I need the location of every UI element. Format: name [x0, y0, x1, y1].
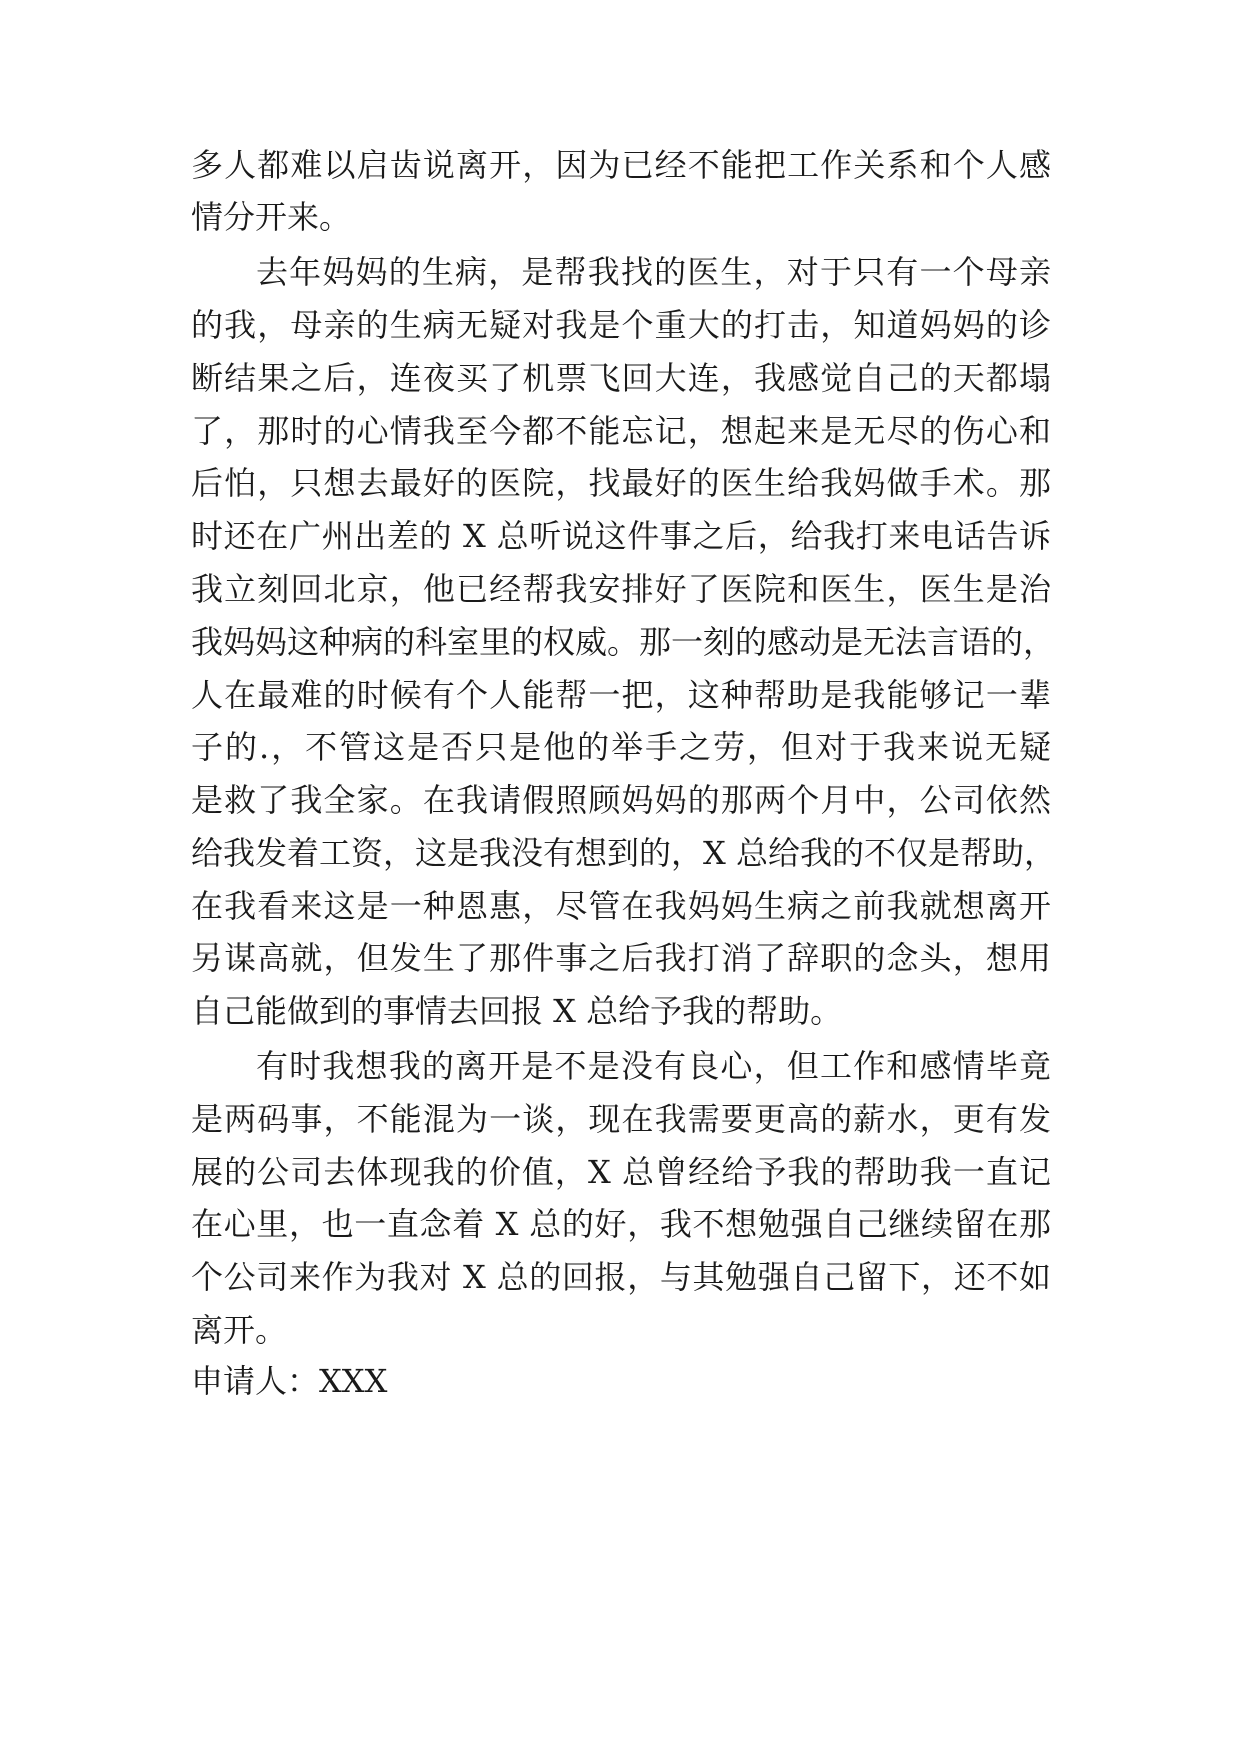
text-line: 在我看来这是一种恩惠，尽管在我妈妈生病之前我就想离开: [191, 887, 1051, 925]
text-line: 子的.，不管这是否只是他的举手之劳，但对于我来说无疑: [191, 728, 1051, 766]
text-line: 离开。: [191, 1311, 288, 1349]
paragraph-start-line: 有时我想我的离开是不是没有良心，但工作和感情毕竟: [256, 1047, 1051, 1085]
text-line: 个公司来作为我对 X 总的回报，与其勉强自己留下，还不如: [191, 1258, 1051, 1296]
text-line: 的我，母亲的生病无疑对我是个重大的打击，知道妈妈的诊: [191, 306, 1051, 344]
applicant-signature-line: 申请人：XXX: [191, 1362, 388, 1400]
text-line: 给我发着工资，这是我没有想到的，X 总给我的不仅是帮助，: [191, 834, 1056, 872]
text-line: 了，那时的心情我至今都不能忘记，想起来是无尽的伤心和: [191, 412, 1051, 450]
text-line: 展的公司去体现我的价值，X 总曾经给予我的帮助我一直记: [191, 1153, 1051, 1191]
text-line: 多人都难以启齿说离开，因为已经不能把工作关系和个人感: [191, 146, 1051, 184]
text-line: 自己能做到的事情去回报 X 总给予我的帮助。: [191, 992, 843, 1030]
text-line: 我立刻回北京，他已经帮我安排好了医院和医生，医生是治: [191, 570, 1051, 608]
text-line: 人在最难的时候有个人能帮一把，这种帮助是我能够记一辈: [191, 676, 1051, 714]
text-line: 情分开来。: [191, 198, 352, 236]
text-line: 在心里，也一直念着 X 总的好，我不想勉强自己继续留在那: [191, 1205, 1051, 1243]
text-line: 另谋高就，但发生了那件事之后我打消了辞职的念头，想用: [191, 939, 1051, 977]
text-line: 是两码事，不能混为一谈，现在我需要更高的薪水，更有发: [191, 1100, 1051, 1138]
text-line: 我妈妈这种病的科室里的权威。那一刻的感动是无法言语的，: [191, 623, 1056, 661]
text-line: 时还在广州出差的 X 总听说这件事之后，给我打来电话告诉: [191, 517, 1051, 555]
text-line: 断结果之后，连夜买了机票飞回大连，我感觉自己的天都塌: [191, 359, 1051, 397]
text-line: 后怕，只想去最好的医院，找最好的医生给我妈做手术。那: [191, 464, 1051, 502]
text-line: 是救了我全家。在我请假照顾妈妈的那两个月中，公司依然: [191, 781, 1051, 819]
paragraph-start-line: 去年妈妈的生病，是帮我找的医生，对于只有一个母亲: [256, 253, 1051, 291]
